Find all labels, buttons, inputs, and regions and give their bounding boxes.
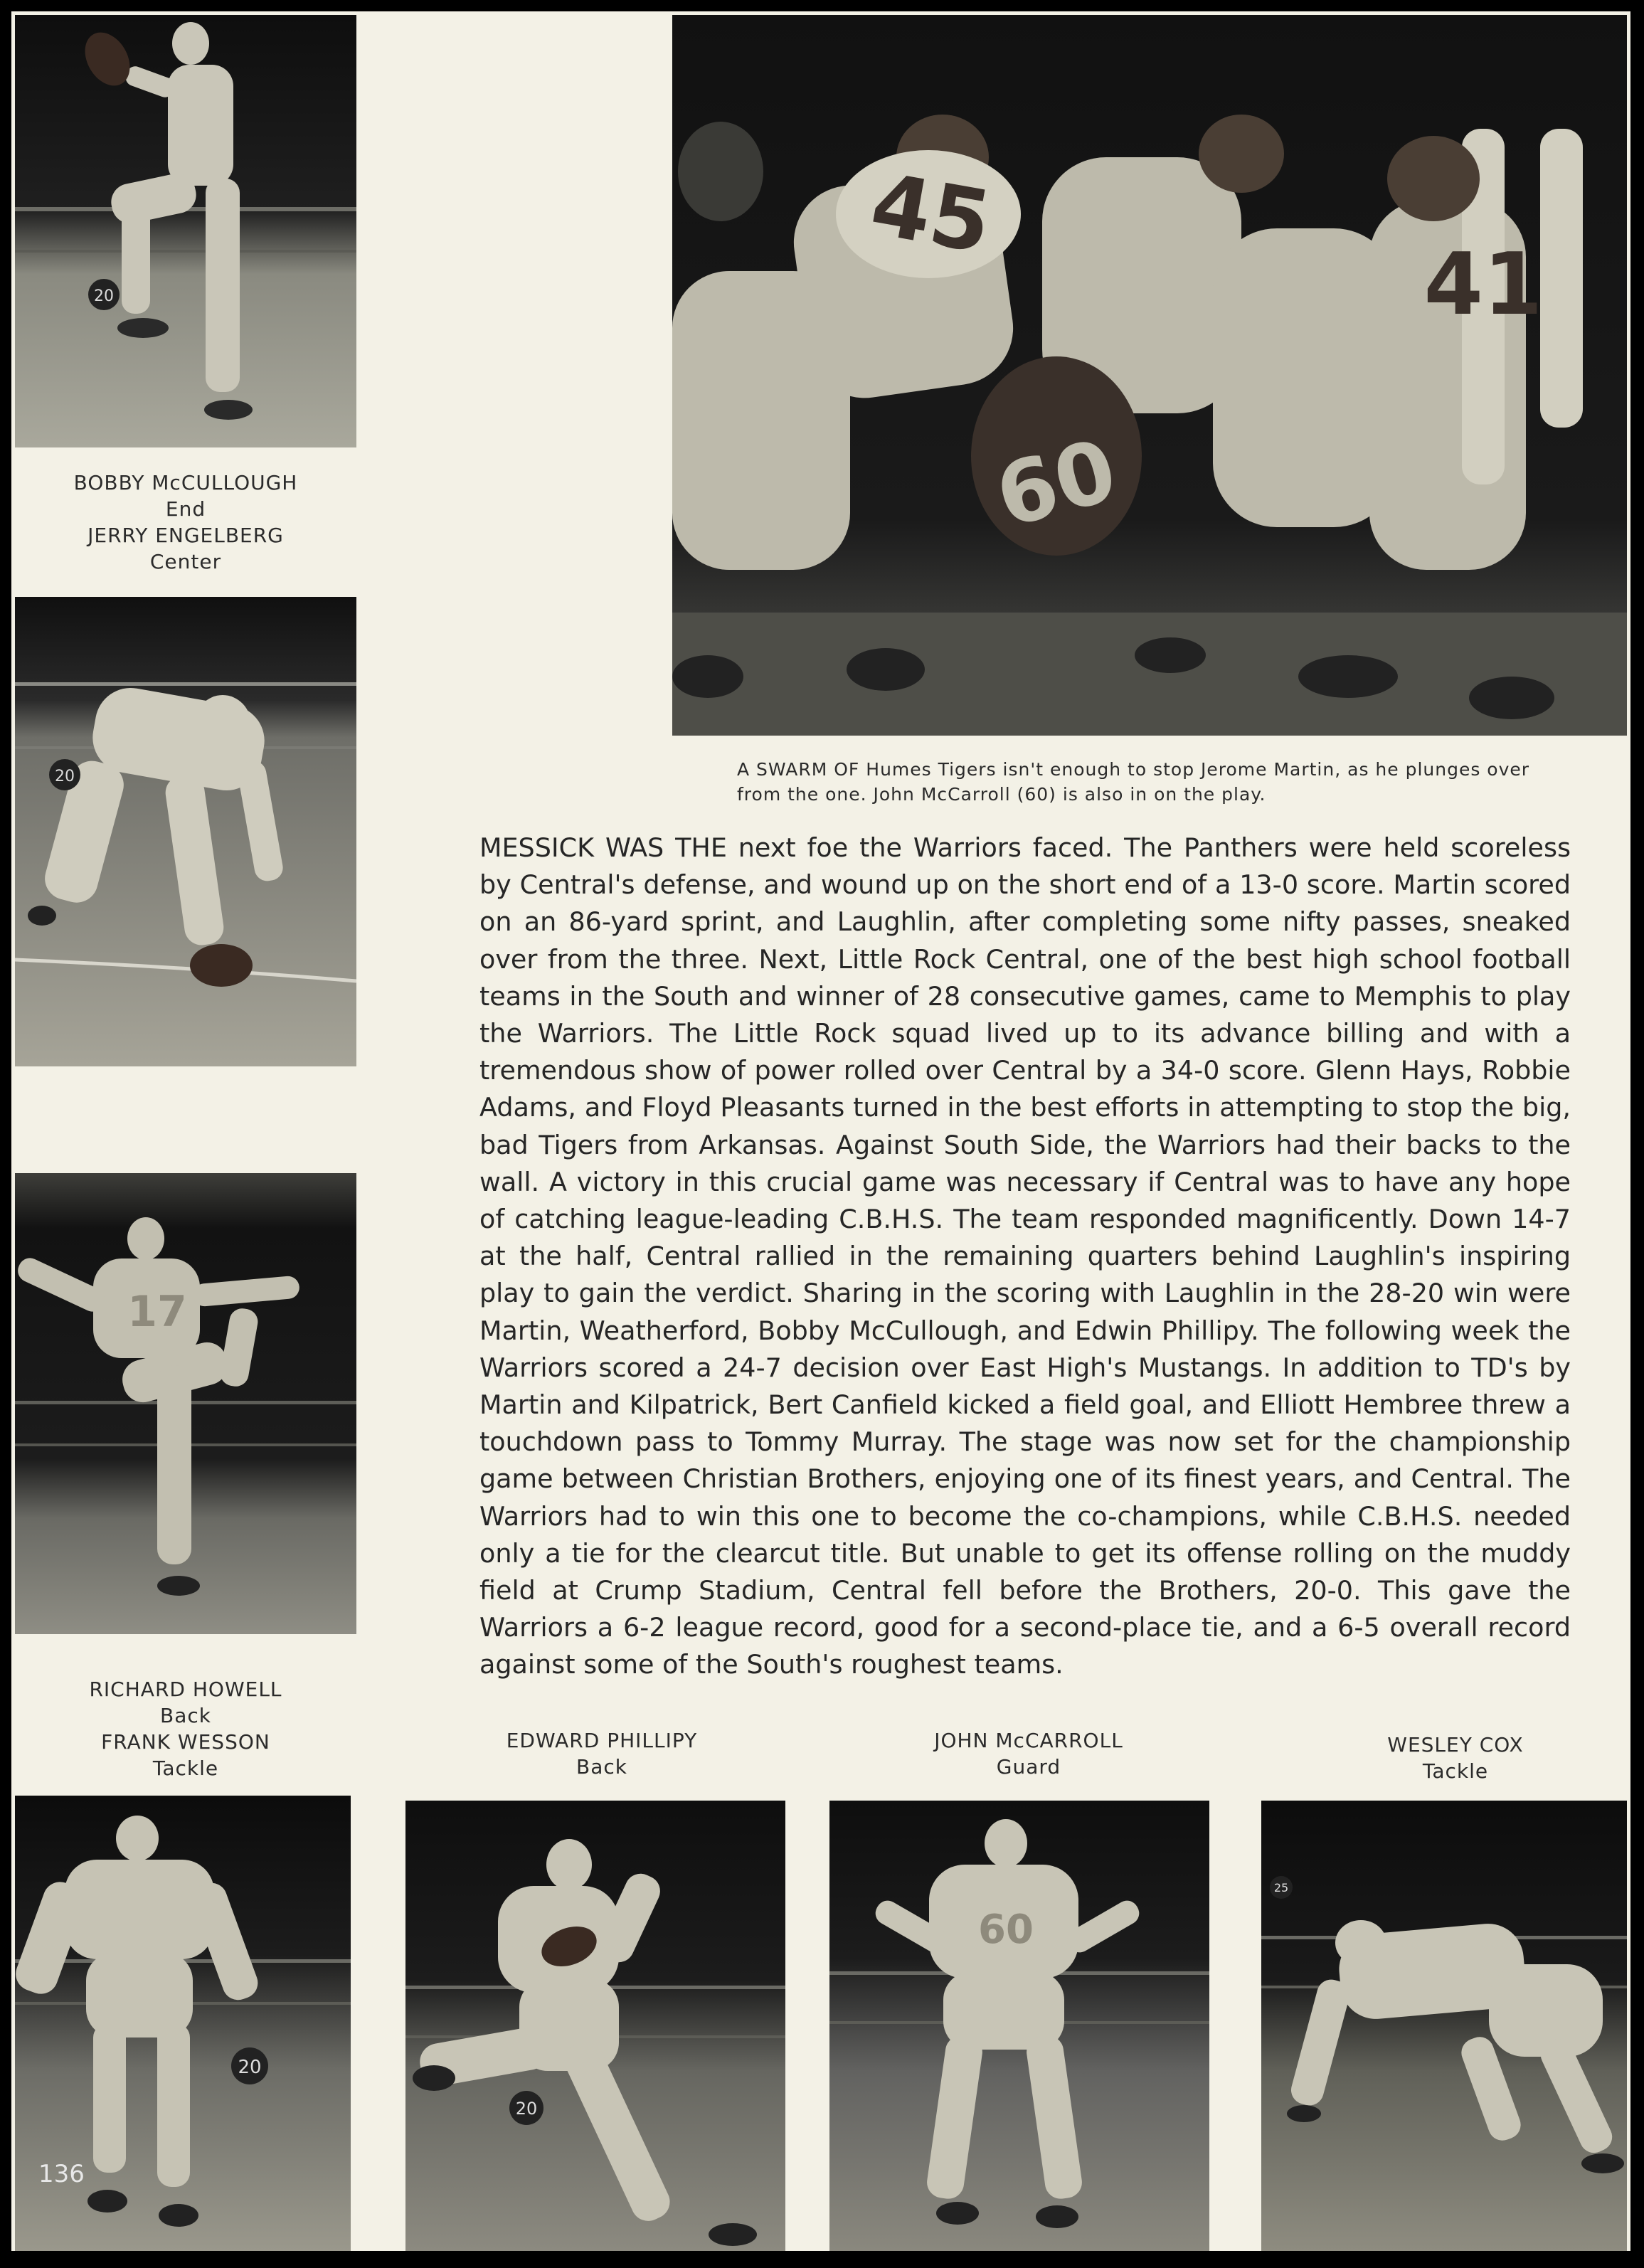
player-name: FRANK WESSON bbox=[101, 1730, 270, 1754]
yard-marker-text: 20 bbox=[515, 2099, 538, 2119]
player-name: JERRY ENGELBERG bbox=[87, 524, 284, 547]
article-body: MESSICK WAS THE next foe the Warriors faced. The Panthers were held scoreless by Central's defense, and wound up on the short end of a 13-0 score. Martin scored on an 86-yard sprint, and Laughlin, after completing some nifty passes, sneaked over from the three. Next, Little Rock Central, one of the best high school football teams in the South and winner of 28 consecutive games, came to Memphis to play the Warriors. The Little Rock squad lived up to its advance billing and with a tremendous show of power rolled over Central by a 34-0 score. Glenn Hays, Robbie Adams, and Floyd Pleasants turned in the best efforts in attempting to stop the big, bad Tigers from Arkansas. Against South Side, the Warriors had their backs to the wall. A victory in this crucial game was necessary if Central was to have any hope of catching league-leading C.B.H.S. The team responded magnificently. Down 14-7 at the half, Central rallied in the remaining quarters behind Laughlin's inspiring play to gain the verdict. Sharing in the scoring with Laughlin in the 28-20 win were Martin, Weatherford, Bobby McCullough, and Edwin Phillipy. The following week the Warriors scored a 24-7 decision over East High's Mustangs. In addition to TD's by Martin and Kilpatrick, Bert Canfield kicked a field goal, and Elliott Hembree threw a touchdown pass to Tommy Murray. The stage was now set for the championship game between Christian Brothers, enjoying one of its finest years, and Central. The Warriors had to win this one to become the co-champions, while C.B.H.S. needed only a tie for the clearcut title. But unable to get its offense rolling on the muddy field at Crump Stadium, Central fell before the Brothers, 20-0. This gave the Warriors a 6-2 league record, good for a second-place tie, and a 6-5 overall record against some of the South's roughest teams. bbox=[479, 832, 1571, 1680]
photo-jerry-engelberg bbox=[15, 597, 356, 1066]
caption-wesley-cox bbox=[1271, 1732, 1630, 1784]
player-name: RICHARD HOWELL bbox=[89, 1678, 282, 1701]
yearbook-page bbox=[11, 11, 1630, 2251]
photo-main-action bbox=[672, 15, 1627, 736]
caption-top-left bbox=[15, 470, 356, 575]
player-position: End bbox=[165, 497, 206, 521]
player-position: Tackle bbox=[152, 1756, 219, 1780]
main-photo-caption: A SWARM OF Humes Tigers isn't enough to stop Jerome Martin, as he plunges over from the one. John McCarroll (60) is also in on the play. bbox=[737, 759, 1530, 805]
player-name: WESLEY COX bbox=[1387, 1733, 1524, 1756]
photo-richard-howell bbox=[15, 1173, 356, 1634]
jersey-number-text: 17 bbox=[127, 1287, 187, 1337]
player-position: Back bbox=[160, 1704, 211, 1727]
jersey-number-text: 60 bbox=[986, 420, 1127, 548]
page-number: 136 bbox=[38, 2160, 85, 2188]
player-position: Back bbox=[576, 1755, 627, 1779]
yard-marker-text: 20 bbox=[238, 2057, 262, 2078]
photo-bobby-mccullough bbox=[15, 15, 356, 447]
jersey-number-text: 45 bbox=[864, 154, 998, 273]
yard-marker-text: 25 bbox=[1273, 1881, 1289, 1895]
jersey-number-text: 41 bbox=[1423, 235, 1543, 334]
caption-john-mccarroll bbox=[837, 1727, 1221, 1780]
yard-marker-text: 20 bbox=[55, 768, 75, 785]
photo-wesley-cox bbox=[1261, 1801, 1627, 2251]
player-position: Center bbox=[149, 550, 222, 573]
player-name: BOBBY McCULLOUGH bbox=[73, 471, 298, 494]
caption-middle-left bbox=[15, 1676, 356, 1781]
jersey-number-text: 60 bbox=[978, 1907, 1034, 1953]
yard-marker-text: 20 bbox=[94, 287, 114, 305]
photo-edward-phillipy bbox=[405, 1801, 785, 2251]
player-name: EDWARD PHILLIPY bbox=[506, 1729, 698, 1752]
player-name: JOHN McCARROLL bbox=[934, 1729, 1123, 1752]
player-position: Tackle bbox=[1422, 1759, 1489, 1783]
caption-edward-phillipy bbox=[417, 1727, 787, 1780]
photo-john-mccarroll bbox=[829, 1801, 1209, 2251]
player-position: Guard bbox=[996, 1755, 1061, 1779]
